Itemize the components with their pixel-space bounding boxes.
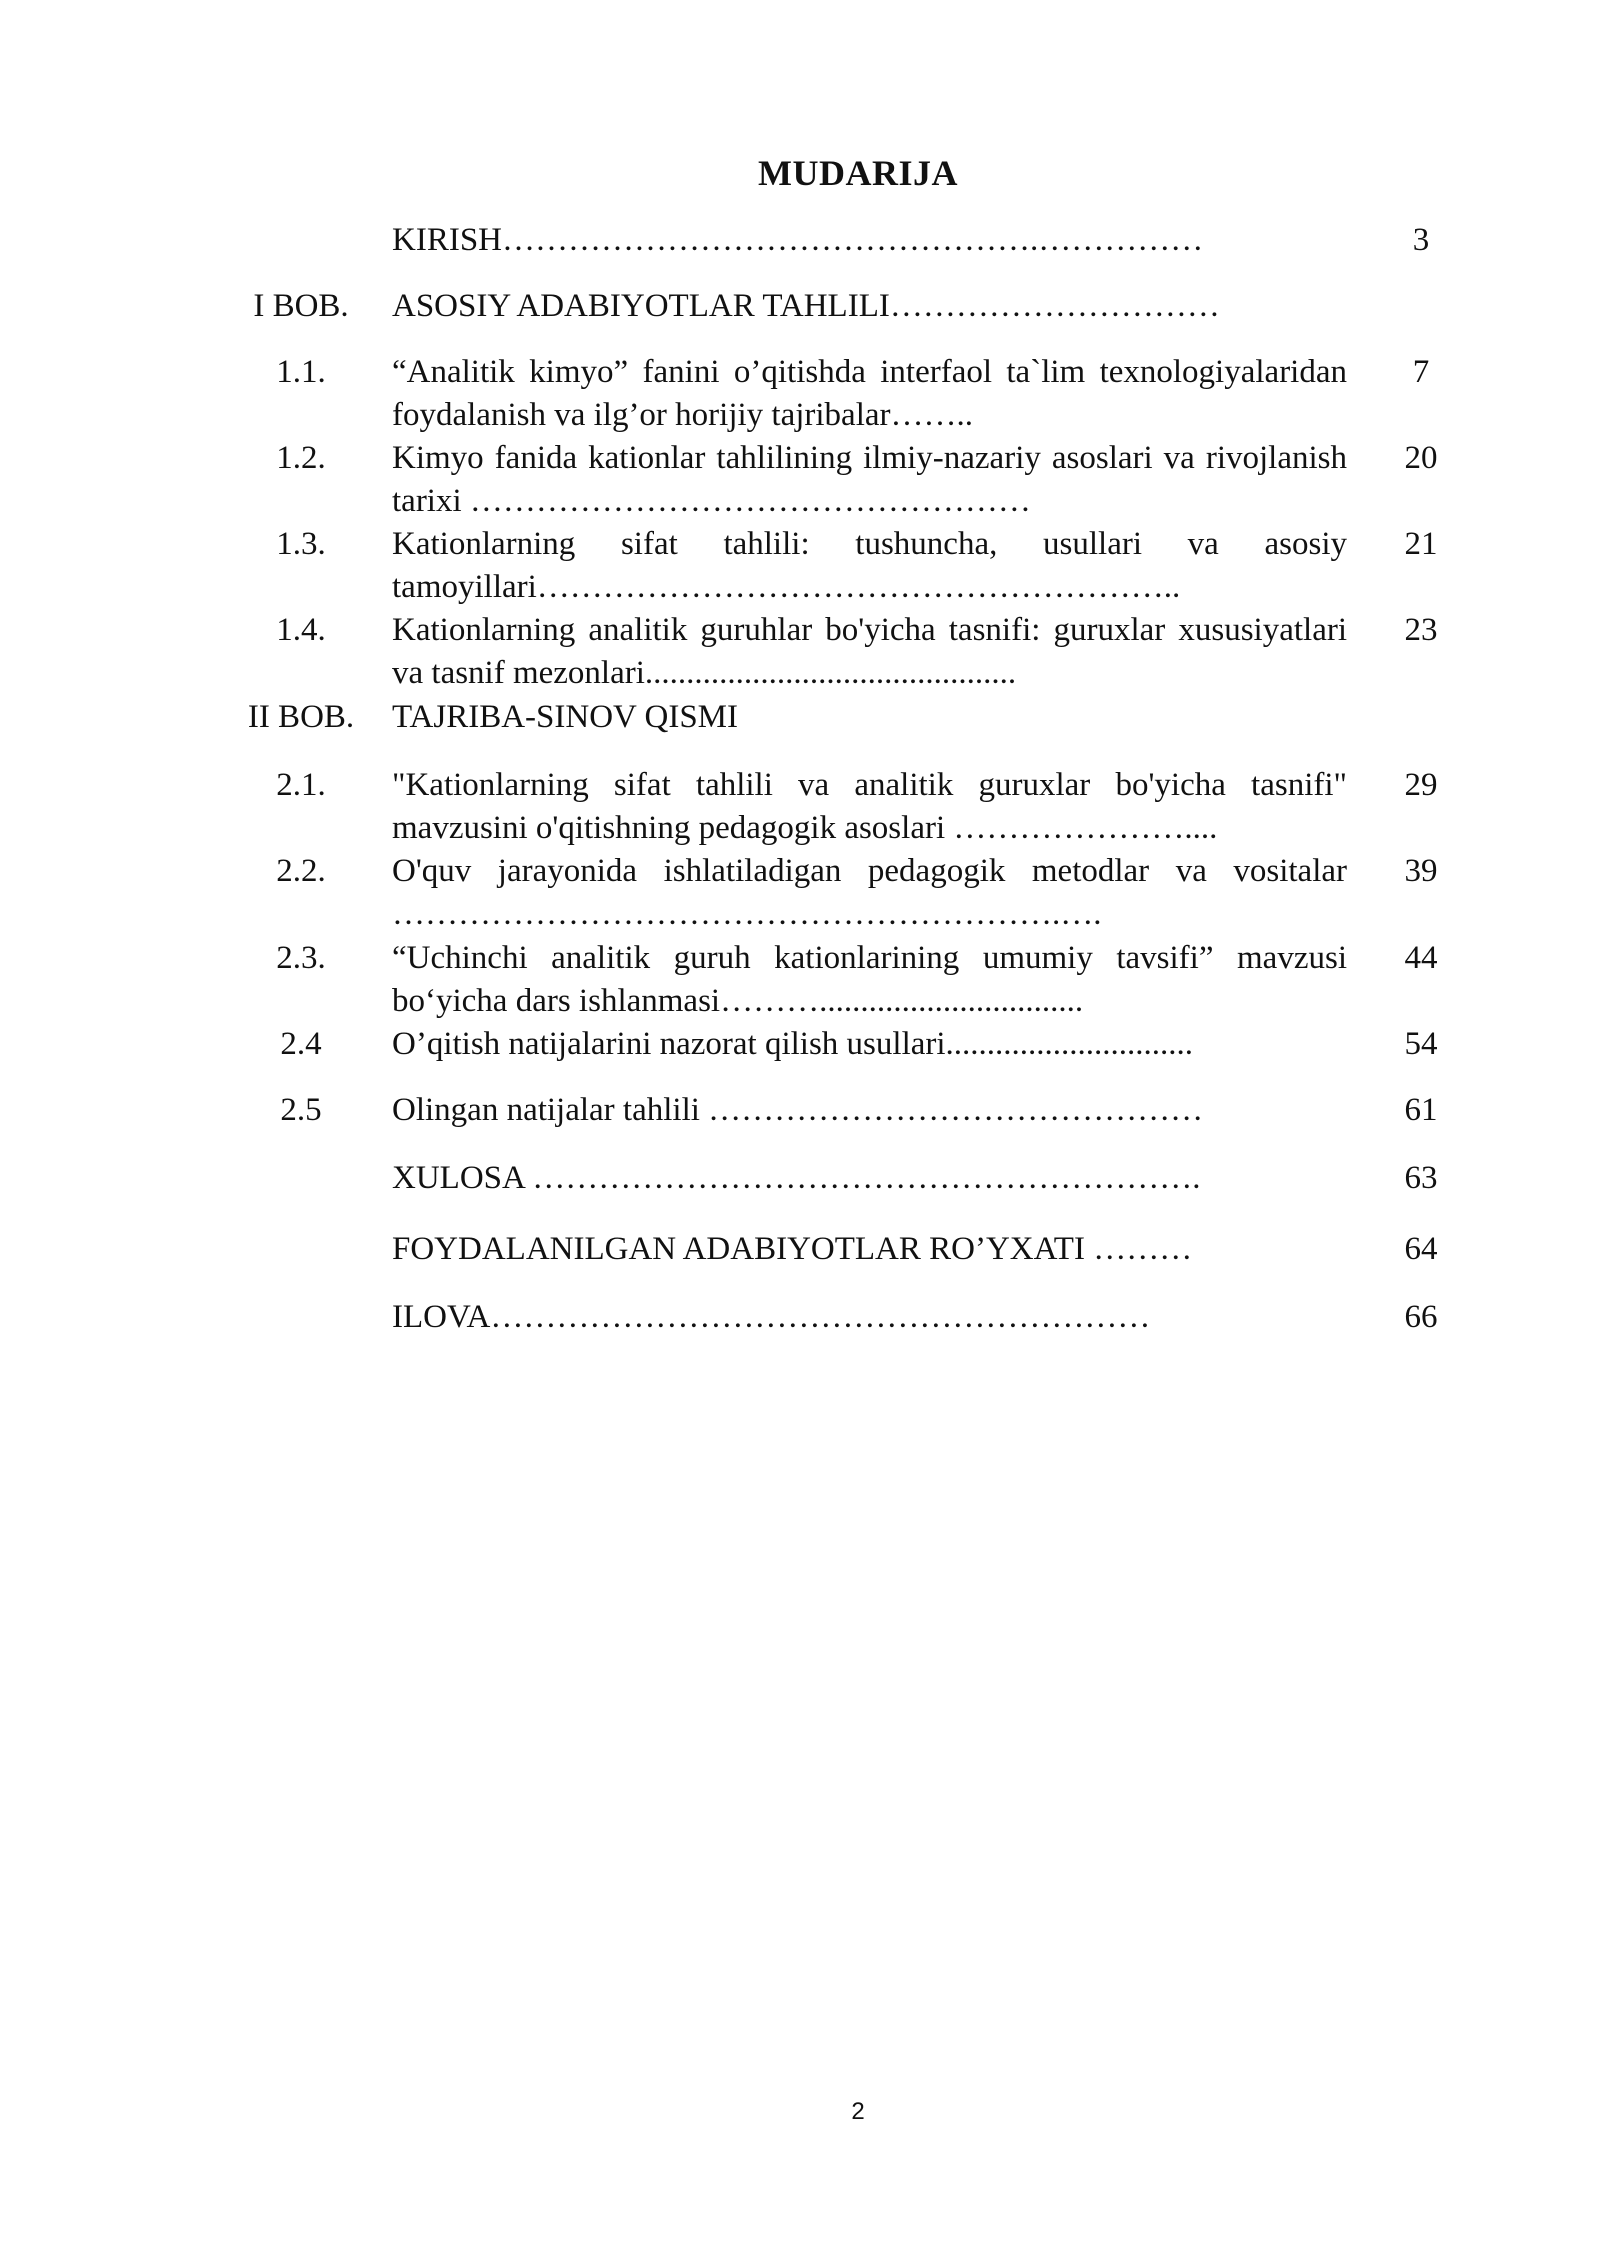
toc-entry-title: O’qitish natijalarini nazorat qilish usullari.............................. [392,1026,1194,1062]
toc-entry-page: 23 [1404,612,1438,648]
toc-entry-page: 66 [1404,1299,1438,1335]
toc-entry-title: ASOSIY ADABIYOTLAR TAHLILI………………………… [392,288,1220,324]
toc-entry-title: Olingan natijalar tahlili ……………………………………… [392,1092,1204,1128]
page-number: 2 [851,2098,865,2125]
toc-entry-page: 20 [1404,440,1438,476]
toc-entry-page: 3 [1412,222,1430,258]
toc-entry-number: 1.3. [276,526,326,562]
toc-entry-number: 2.3. [276,940,326,976]
toc-entry-title: Kimyo fanida kationlar tahlilining ilmiy-nazariy asoslari va rivojlanish tarixi …………………………………………… [392,440,1347,519]
toc-entry-number: 1.1. [276,354,326,390]
toc-entry-number: 2.2. [276,853,326,889]
toc-entry-number: 1.2. [276,440,326,476]
toc-entry-page: 54 [1404,1026,1438,1062]
toc-entry-number: 2.4 [280,1026,322,1062]
toc-entry-number: I BOB. [253,288,349,324]
toc-entry-number: 2.5 [280,1092,322,1128]
toc-entry-number: II BOB. [247,699,355,735]
toc-entry-page: 21 [1404,526,1438,562]
toc-entry-page: 39 [1404,853,1438,889]
toc-entry-title: O'quv jarayonida ishlatiladigan pedagogik metodlar va vositalar …………………………………………………….…. [392,853,1347,932]
toc-entry-title: “Uchinchi analitik guruh kationlarining umumiy tavsifi” mavzusi bo‘yicha dars ishlanmasi………................................ [392,940,1347,1019]
toc-entry-title: “Analitik kimyo” fanini o’qitishda interfaol ta`lim texnologiyalaridan foydalanish va ilg’or horijiy tajribalar…….. [392,354,1347,433]
toc-entry-number: 1.4. [276,612,326,648]
toc-entry-title: Kationlarning analitik guruhlar bo'yicha tasnifi: guruxlar xususiyatlari va tasnif mezonlari............................................. [392,612,1347,691]
toc-entry-page: 29 [1404,767,1438,803]
toc-entry-page: 44 [1404,940,1438,976]
toc-entry-title: ILOVA…………………………………………………… [392,1299,1151,1335]
toc-entry-title: "Kationlarning sifat tahlili va analitik guruxlar bo'yicha tasnifi" mavzusini o'qitishning pedagogik asoslari ………………….... [392,767,1347,846]
toc-entry-title: FOYDALANILGAN ADABIYOTLAR RO’YXATI ……… [392,1231,1193,1267]
toc-entry-page: 7 [1412,354,1430,390]
toc-entry-title: TAJRIBA-SINOV QISMI [392,699,739,735]
page-title: MUDARIJA [758,153,958,193]
toc-entry-number: 2.1. [276,767,326,803]
toc-entry-page: 64 [1404,1231,1438,1267]
toc-entry-title: XULOSA ……………………………………………………. [392,1160,1201,1196]
toc-entry-page: 63 [1404,1160,1438,1196]
toc-entry-title: Kationlarning sifat tahlili: tushuncha, usullari va asosiy tamoyillari………………………………………………….. [392,526,1347,605]
toc-entry-page: 61 [1404,1092,1438,1128]
toc-entry-title: KIRISH………………………………………….…………… [392,222,1204,258]
